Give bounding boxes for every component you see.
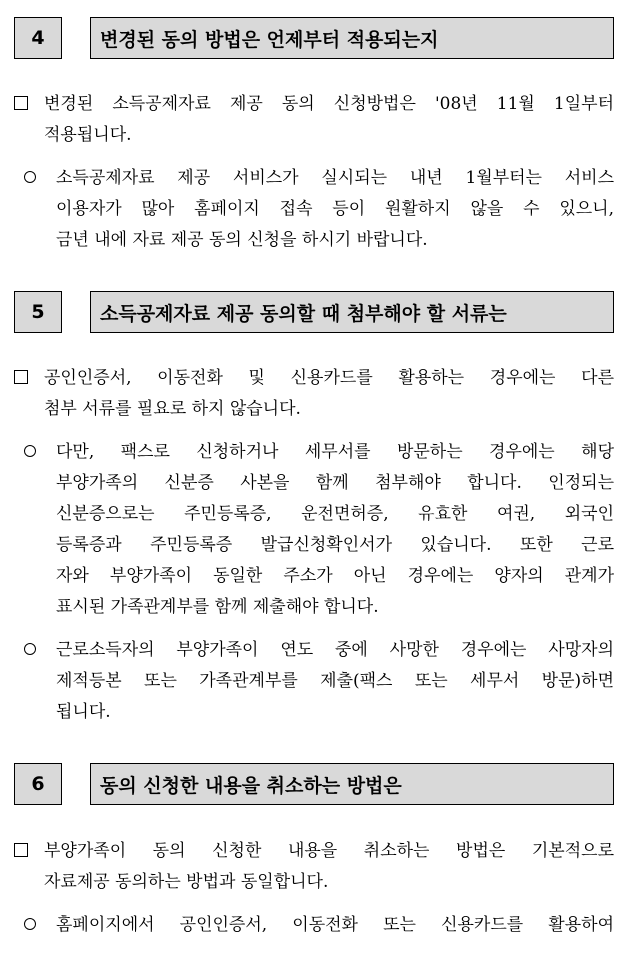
paragraph-line: 홈페이지에서 공인인증서, 이동전화 또는 신용카드를 활용하여 bbox=[56, 915, 614, 935]
circle-bullet-icon bbox=[24, 918, 36, 930]
paragraph-line: 변경된 소득공제자료 제공 동의 신청방법은 '08년 11월 1일부터 bbox=[44, 94, 614, 114]
paragraph-line: 다만, 팩스로 신청하거나 세무서를 방문하는 경우에는 해당 bbox=[56, 442, 614, 462]
paragraph-line: 부양가족이 동의 신청한 내용을 취소하는 방법은 기본적으로 bbox=[44, 841, 614, 861]
paragraph-line: 신분증으로는 주민등록증, 운전면허증, 유효한 여권, 외국인 bbox=[56, 504, 614, 524]
paragraph-line: 부양가족의 신분증 사본을 함께 첨부해야 합니다. 인정되는 bbox=[56, 473, 614, 493]
paragraph-line: 제적등본 또는 가족관계부를 제출(팩스 또는 세무서 방문)하면 bbox=[56, 671, 614, 691]
section-number: 5 bbox=[14, 291, 62, 333]
paragraph-line: 자와 부양가족이 동일한 주소가 아닌 경우에는 양자의 관계가 bbox=[56, 566, 614, 586]
paragraph-line: 표시된 가족관계부를 함께 제출해야 합니다. bbox=[56, 597, 379, 617]
square-bullet-icon bbox=[14, 96, 28, 110]
section-number: 6 bbox=[14, 763, 62, 805]
paragraph-line: 등록증과 주민등록증 발급신청확인서가 있습니다. 또한 근로 bbox=[56, 535, 614, 555]
square-bullet-icon bbox=[14, 370, 28, 384]
section-number: 4 bbox=[14, 17, 62, 59]
paragraph-line: 소득공제자료 제공 서비스가 실시되는 내년 1월부터는 서비스 bbox=[56, 168, 614, 188]
paragraph-line: 이용자가 많아 홈페이지 접속 등이 원활하지 않을 수 있으니, bbox=[56, 199, 614, 219]
square-bullet-icon bbox=[14, 843, 28, 857]
section-title: 동의 신청한 내용을 취소하는 방법은 bbox=[90, 763, 614, 805]
circle-bullet-icon bbox=[24, 171, 36, 183]
circle-bullet-icon bbox=[24, 445, 36, 457]
paragraph-line: 자료제공 동의하는 방법과 동일합니다. bbox=[44, 872, 329, 892]
section-header-6 bbox=[0, 763, 628, 807]
section-title: 변경된 동의 방법은 언제부터 적용되는지 bbox=[90, 17, 614, 59]
paragraph-line: 됩니다. bbox=[56, 702, 111, 722]
section-header-4 bbox=[0, 17, 628, 61]
section-title: 소득공제자료 제공 동의할 때 첨부해야 할 서류는 bbox=[90, 291, 614, 333]
paragraph-line: 적용됩니다. bbox=[44, 125, 132, 145]
section-header-5 bbox=[0, 291, 628, 335]
paragraph-line: 공인인증서, 이동전화 및 신용카드를 활용하는 경우에는 다른 bbox=[44, 368, 614, 388]
paragraph-line: 금년 내에 자료 제공 동의 신청을 하시기 바랍니다. bbox=[56, 230, 428, 250]
circle-bullet-icon bbox=[24, 643, 36, 655]
paragraph-line: 근로소득자의 부양가족이 연도 중에 사망한 경우에는 사망자의 bbox=[56, 640, 614, 660]
paragraph-line: 첨부 서류를 필요로 하지 않습니다. bbox=[44, 399, 301, 419]
